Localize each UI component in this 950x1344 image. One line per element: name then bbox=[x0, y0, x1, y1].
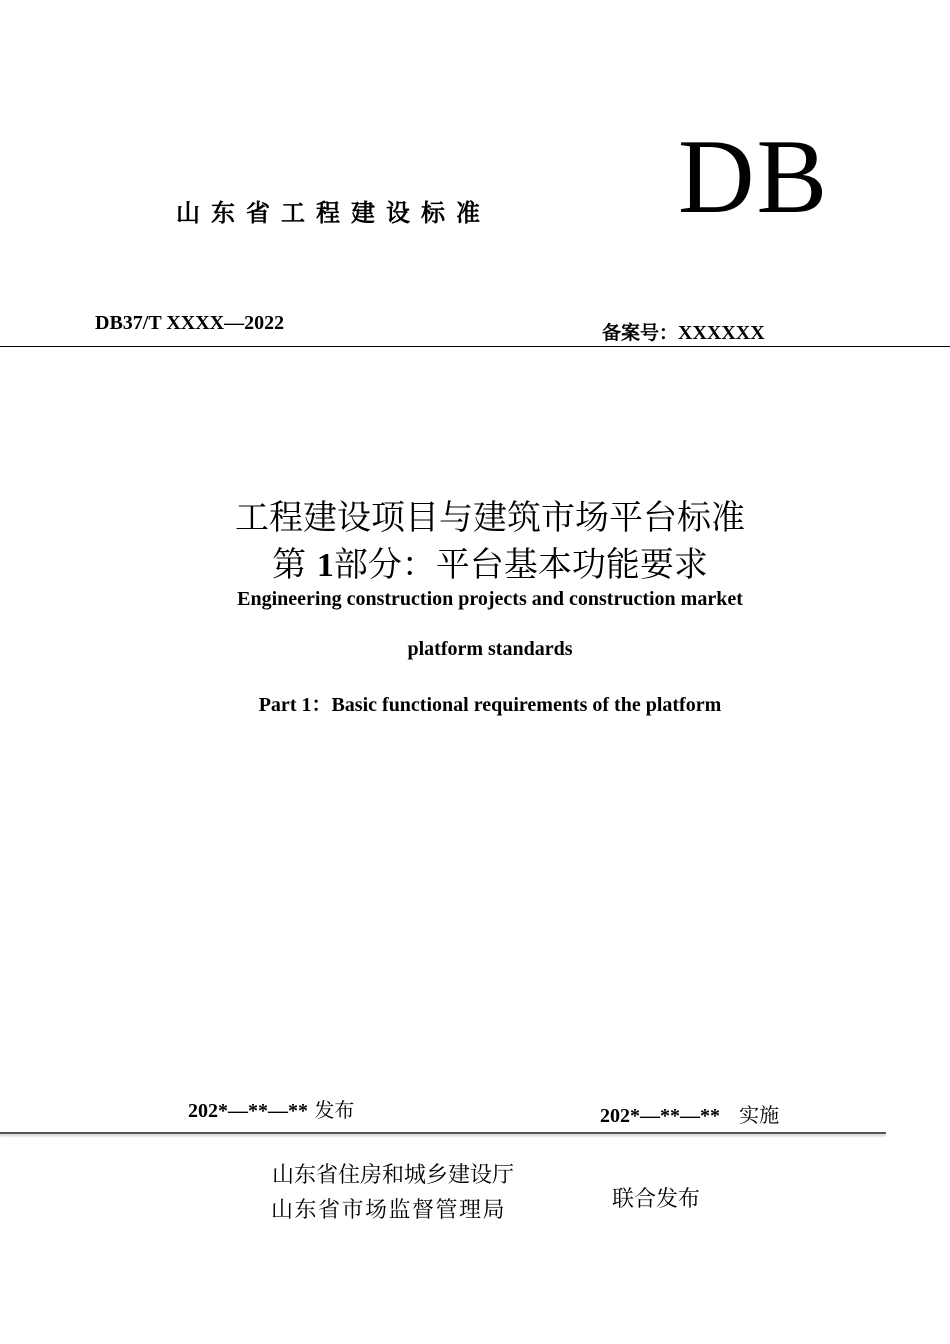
title-zh-line2 bbox=[0, 537, 950, 586]
db-mark: DB bbox=[678, 118, 830, 235]
implement-date: 202*—**—** bbox=[600, 1105, 720, 1127]
filing-value: XXXXXX bbox=[678, 322, 765, 344]
filing-number bbox=[602, 318, 765, 345]
joint-release-label: 联合发布 bbox=[612, 1187, 701, 1212]
title-en-line1: Engineering construction projects and construction market bbox=[237, 588, 743, 610]
title-zh-line2-prefix: 第 bbox=[272, 545, 307, 585]
issuer-housing-department: 山东省住房和城乡建设厅 bbox=[272, 1163, 515, 1188]
title-zh-line2-suffix: 部分：平台基本功能要求 bbox=[333, 545, 708, 585]
publish-label: 发布 bbox=[314, 1098, 355, 1122]
implement-label: 实施 bbox=[739, 1103, 780, 1127]
title-en-line2: platform standards bbox=[407, 638, 573, 660]
header-divider bbox=[0, 346, 950, 347]
publish-date-row bbox=[188, 1094, 354, 1123]
issuer-market-regulation: 山东省市场监督管理局 bbox=[271, 1198, 507, 1223]
title-zh-line2-number: 1 bbox=[316, 547, 334, 584]
standard-category: 山东省工程建设标准 bbox=[176, 199, 491, 227]
footer-divider bbox=[0, 1132, 886, 1134]
standard-number: DB37/T XXXX—2022 bbox=[95, 312, 285, 334]
title-en-line3: Part 1：Basic functional requirements of the platform bbox=[258, 694, 722, 716]
publish-date: 202*—**—** bbox=[188, 1100, 308, 1122]
title-zh-line1: 工程建设项目与建筑市场平台标准 bbox=[235, 498, 745, 538]
implement-date-row bbox=[600, 1099, 779, 1128]
filing-label: 备案号： bbox=[602, 322, 679, 344]
